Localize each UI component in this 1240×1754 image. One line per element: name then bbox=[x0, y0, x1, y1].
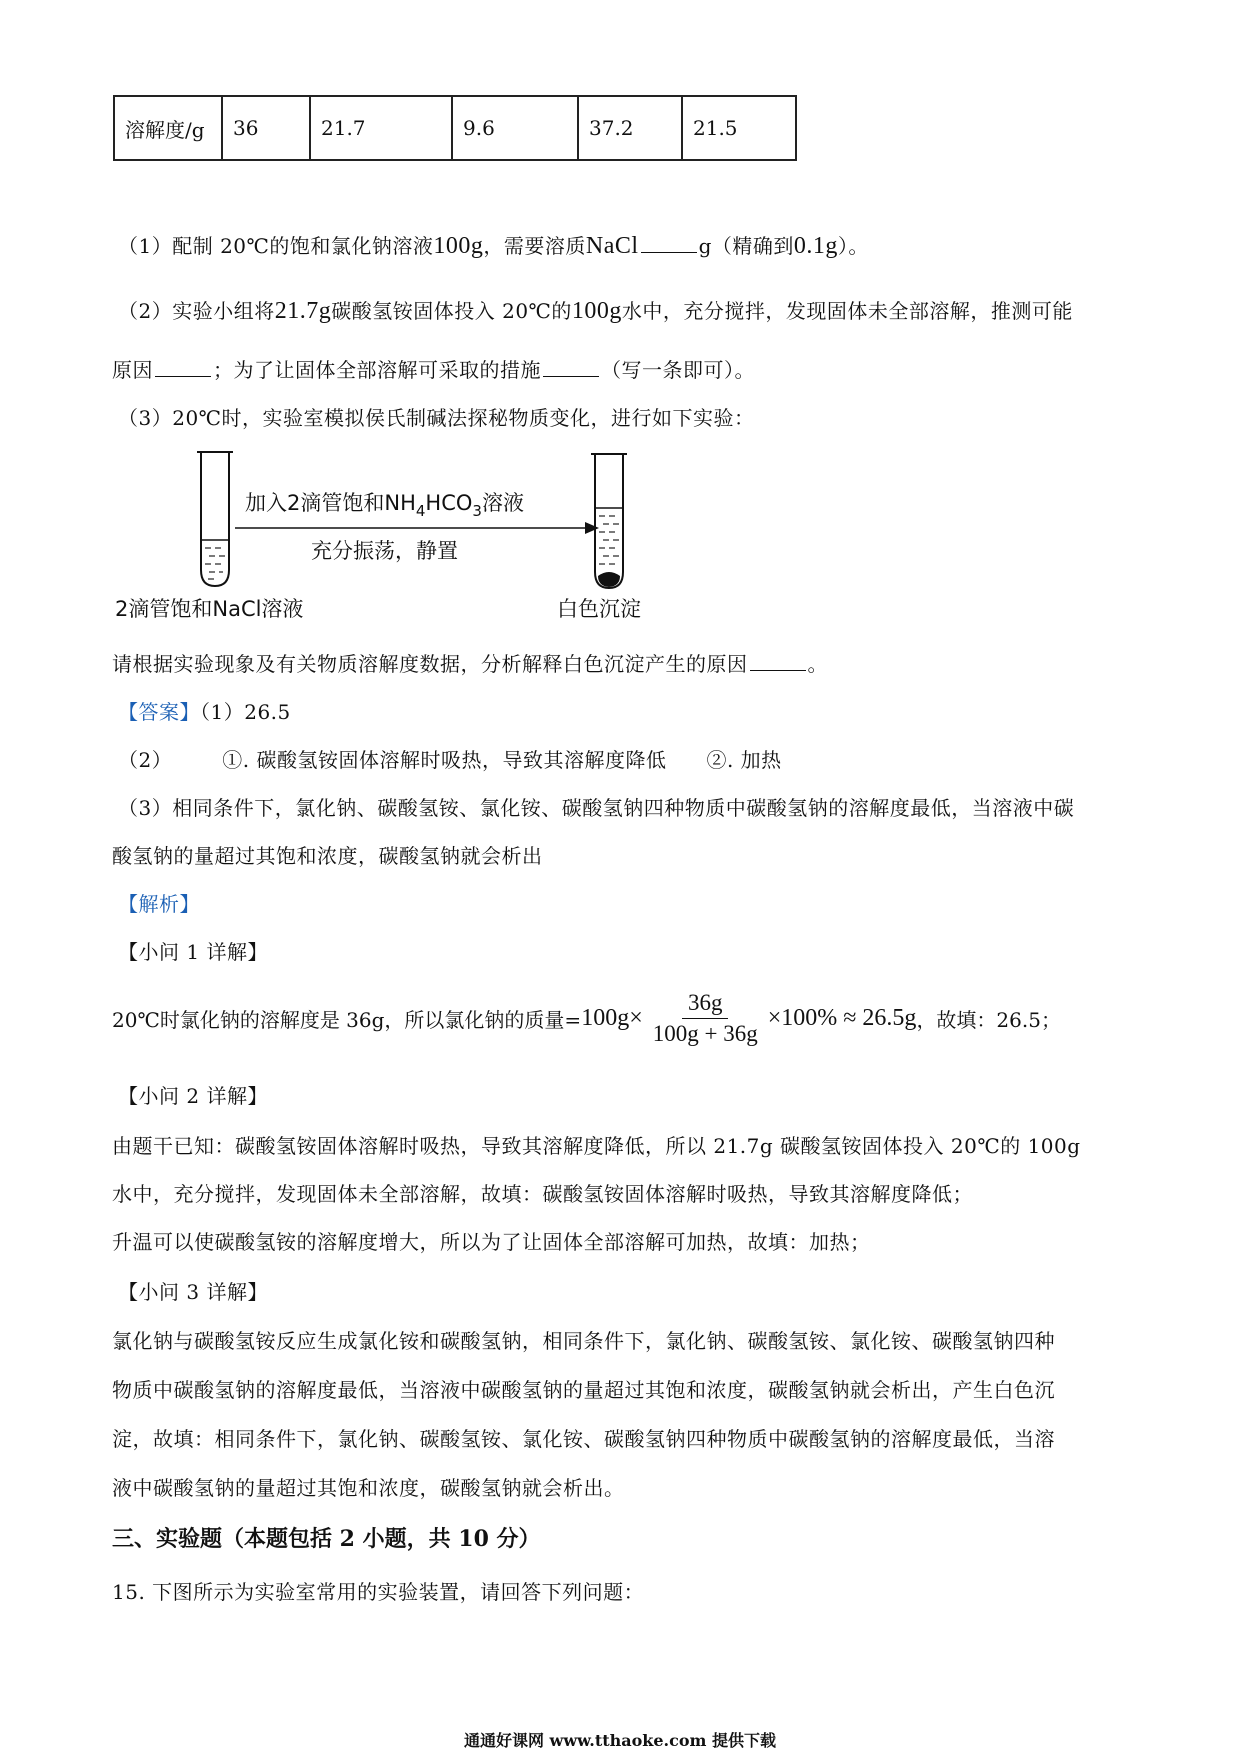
reaction-arrow bbox=[235, 522, 599, 534]
answer-blank[interactable] bbox=[641, 252, 697, 253]
table-cell: 9.6 bbox=[452, 96, 578, 160]
question-15: 15. 下图所示为实验室常用的实验装置，请回答下列问题： bbox=[112, 1580, 645, 1604]
left-test-tube bbox=[197, 452, 233, 586]
table-cell: 21.5 bbox=[682, 96, 796, 160]
table-row bbox=[114, 96, 796, 160]
analysis-3-line-4: 液中碳酸氢钠的量超过其饱和浓度，碳酸氢钠就会析出。 bbox=[112, 1476, 625, 1500]
analysis-3-line-2: 物质中碳酸氢钠的溶解度最低，当溶液中碳酸氢钠的量超过其饱和浓度，碳酸氢钠就会析出，产生白色沉 bbox=[112, 1378, 1055, 1402]
question-2-line-1: （2）实验小组将21.7g碳酸氢铵固体投入 20℃的100g水中，充分搅拌，发现固体未全部溶解，推测可能 bbox=[118, 298, 1073, 324]
analysis-tag: 【解析】 bbox=[118, 892, 200, 916]
sub-question-2-heading: 【小问 2 详解】 bbox=[118, 1084, 268, 1108]
arrow-top-label: 加入2滴管饱和$NH_4HCO_3$溶液 bbox=[245, 491, 524, 520]
analysis-2-line-3: 升温可以使碳酸氢铵的溶解度增大，所以为了让固体全部溶解可加热，故填：加热； bbox=[112, 1230, 871, 1254]
answer-line-3: （3）相同条件下，氯化钠、碳酸氢铵、氯化铵、碳酸氢钠四种物质中碳酸氢钠的溶解度最低，当溶液中碳 bbox=[118, 796, 1075, 820]
question-1: （1）配制 20℃的饱和氯化钠溶液100g，需要溶质NaCl g（精确到0.1g）。 bbox=[118, 233, 869, 259]
answer-tag: 【答案】 bbox=[118, 700, 200, 724]
right-tube-label: 白色沉淀 bbox=[557, 597, 641, 621]
question-3-intro: （3）20℃时，实验室模拟侯氏制碱法探秘物质变化，进行如下实验： bbox=[118, 406, 755, 430]
answer-line-1: 【答案】（1）26.5 bbox=[118, 700, 291, 724]
analysis-3-line-3: 淀，故填：相同条件下，氯化钠、碳酸氢铵、氯化铵、碳酸氢钠四种物质中碳酸氢钠的溶解度最低，当溶 bbox=[112, 1427, 1055, 1451]
answer-blank[interactable] bbox=[543, 376, 599, 377]
question-2-line-2: 原因 ；为了让固体全部溶解可采取的措施 （写一条即可）。 bbox=[112, 358, 755, 382]
answer-line-2: （2） ①. 碳酸氢铵固体溶解时吸热，导致其溶解度降低 ②. 加热 bbox=[118, 748, 782, 772]
experiment-diagram bbox=[115, 448, 715, 626]
solubility-table bbox=[113, 95, 797, 161]
table-cell: 21.7 bbox=[310, 96, 452, 160]
analysis-2-line-1: 由题干已知：碳酸氢铵固体溶解时吸热，导致其溶解度降低，所以 21.7g 碳酸氢铵固体投入 20℃的 100g bbox=[112, 1134, 1081, 1158]
arrow-bottom-label: 充分振荡，静置 bbox=[311, 539, 458, 563]
analysis-3-line-1: 氯化钠与碳酸氢铵反应生成氯化铵和碳酸氢钠，相同条件下，氯化钠、碳酸氢铵、氯化铵、碳酸氢钠四种 bbox=[112, 1329, 1055, 1353]
sub-question-3-heading: 【小问 3 详解】 bbox=[118, 1280, 268, 1304]
answer-line-4: 酸氢钠的量超过其饱和浓度，碳酸氢钠就会析出 bbox=[112, 844, 543, 868]
fraction: $\frac{36g}{100g + 36g}$ bbox=[652, 990, 758, 1046]
table-header-cell: 溶解度/g bbox=[114, 96, 222, 160]
table-cell: 36 bbox=[222, 96, 310, 160]
sub-question-1-heading: 【小问 1 详解】 bbox=[118, 940, 268, 964]
left-tube-label: 2滴管饱和NaCl溶液 bbox=[115, 597, 304, 621]
table-cell: 37.2 bbox=[578, 96, 682, 160]
question-3-ask: 请根据实验现象及有关物质溶解度数据，分析解释白色沉淀产生的原因 。 bbox=[112, 652, 828, 676]
answer-blank[interactable] bbox=[155, 376, 211, 377]
answer-blank[interactable] bbox=[750, 670, 806, 671]
page-footer: 通通好课网 www.tthaoke.com 提供下载 bbox=[463, 1731, 777, 1750]
white-precipitate bbox=[598, 572, 620, 587]
right-test-tube bbox=[591, 454, 627, 588]
equation-line: 20℃时氯化钠的溶解度是 36g，所以氯化钠的质量= 100g× $\frac{36g}{100g + 36g}$ ×100% ≈ 26.5g ，故填：26.5； bbox=[112, 990, 1061, 1046]
analysis-2-line-2: 水中，充分搅拌，发现固体未全部溶解，故填：碳酸氢铵固体溶解时吸热，导致其溶解度降低； bbox=[112, 1182, 973, 1206]
section-title: 三、实验题（本题包括 2 小题，共 10 分） bbox=[112, 1526, 541, 1552]
